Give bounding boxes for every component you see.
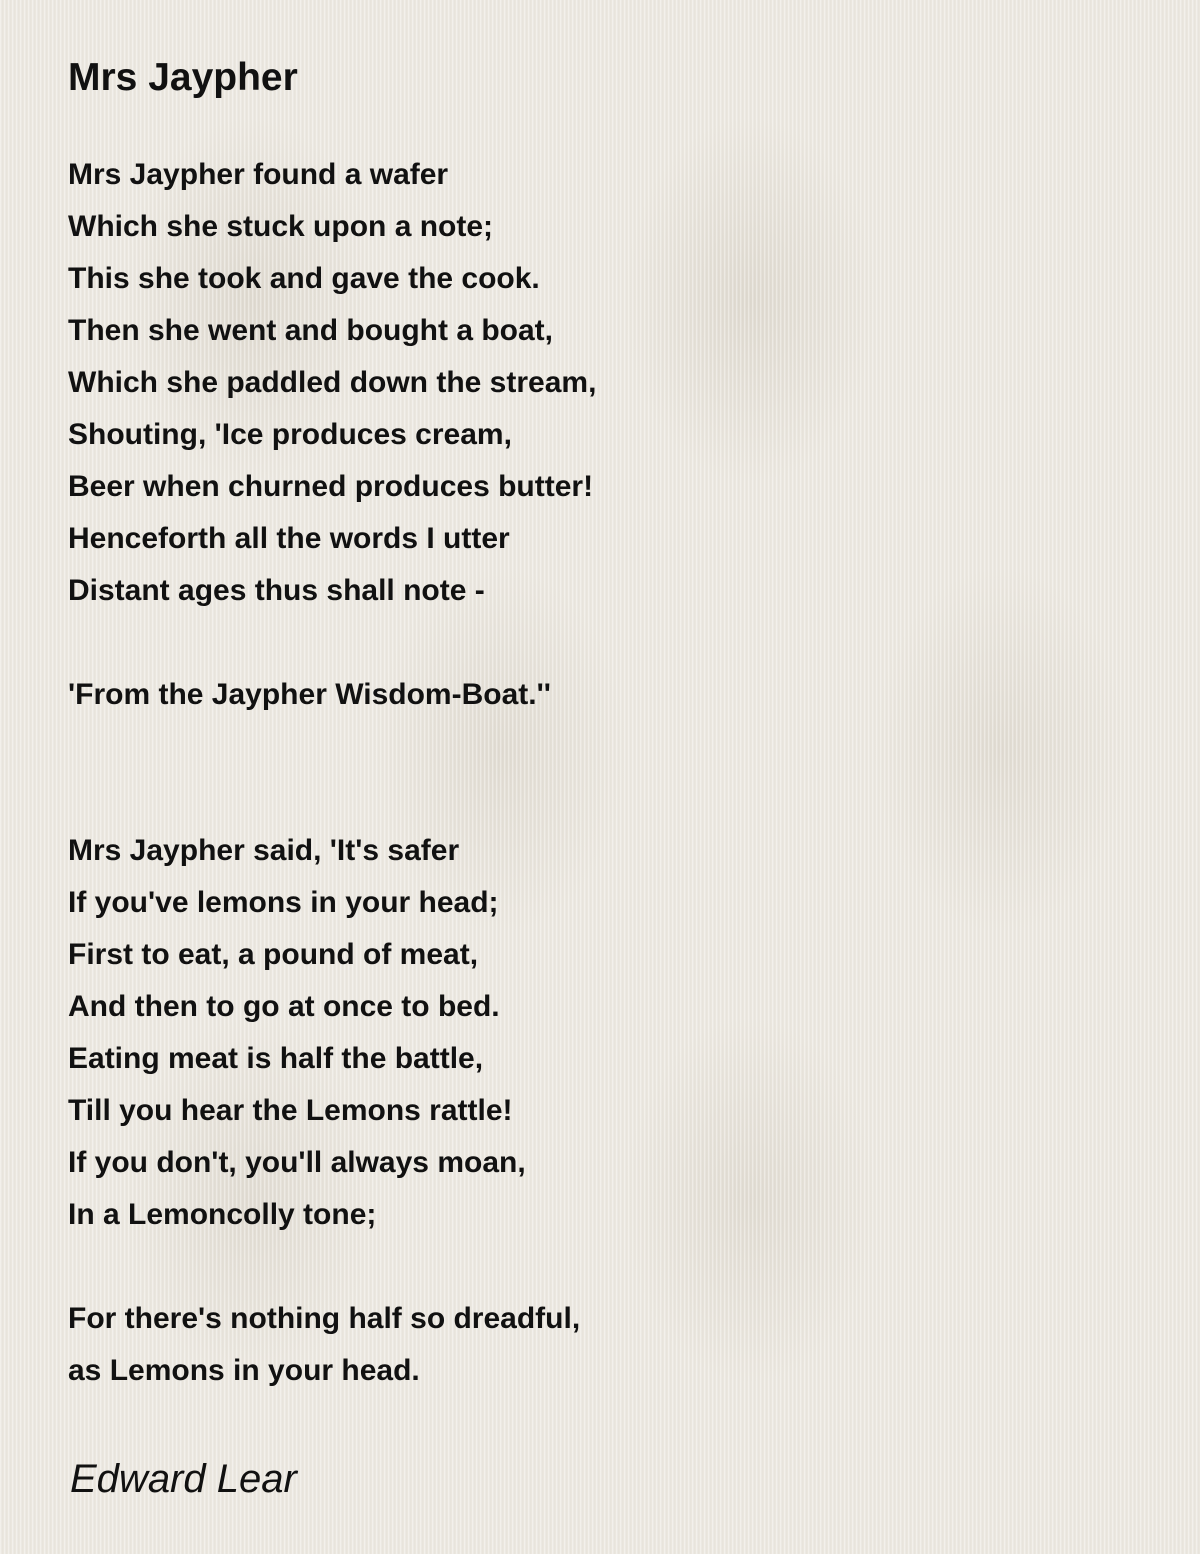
poem-line: If you've lemons in your head; — [68, 886, 499, 919]
poem-line: Mrs Jaypher found a wafer — [68, 158, 449, 191]
poem-line: 'From the Jaypher Wisdom-Boat.'' — [68, 678, 551, 711]
poem-line: Shouting, 'Ice produces cream, — [68, 418, 512, 451]
poem-line: Which she paddled down the stream, — [68, 366, 597, 399]
poem-line: If you don't, you'll always moan, — [68, 1146, 526, 1179]
poem-line: Then she went and bought a boat, — [68, 314, 553, 347]
poem-line: Distant ages thus shall note - — [68, 574, 485, 607]
poem-line: as Lemons in your head. — [68, 1354, 420, 1387]
poem-title: Mrs Jaypher — [68, 56, 298, 99]
poem-line: Eating meat is half the battle, — [68, 1042, 484, 1075]
poem-line: And then to go at once to bed. — [68, 990, 500, 1023]
poem-line: Henceforth all the words I utter — [68, 522, 510, 555]
poem-line: Which she stuck upon a note; — [68, 210, 494, 243]
poem-line: Beer when churned produces butter! — [68, 470, 594, 503]
poem-author: Edward Lear — [70, 1457, 297, 1501]
poem-line: For there's nothing half so dreadful, — [68, 1302, 581, 1335]
poem-line: Till you hear the Lemons rattle! — [68, 1094, 513, 1127]
poem-line: This she took and gave the cook. — [68, 262, 540, 295]
poem-line: Mrs Jaypher said, 'It's safer — [68, 834, 460, 867]
poem-line: In a Lemoncolly tone; — [68, 1198, 377, 1231]
poem-line: First to eat, a pound of meat, — [68, 938, 479, 971]
